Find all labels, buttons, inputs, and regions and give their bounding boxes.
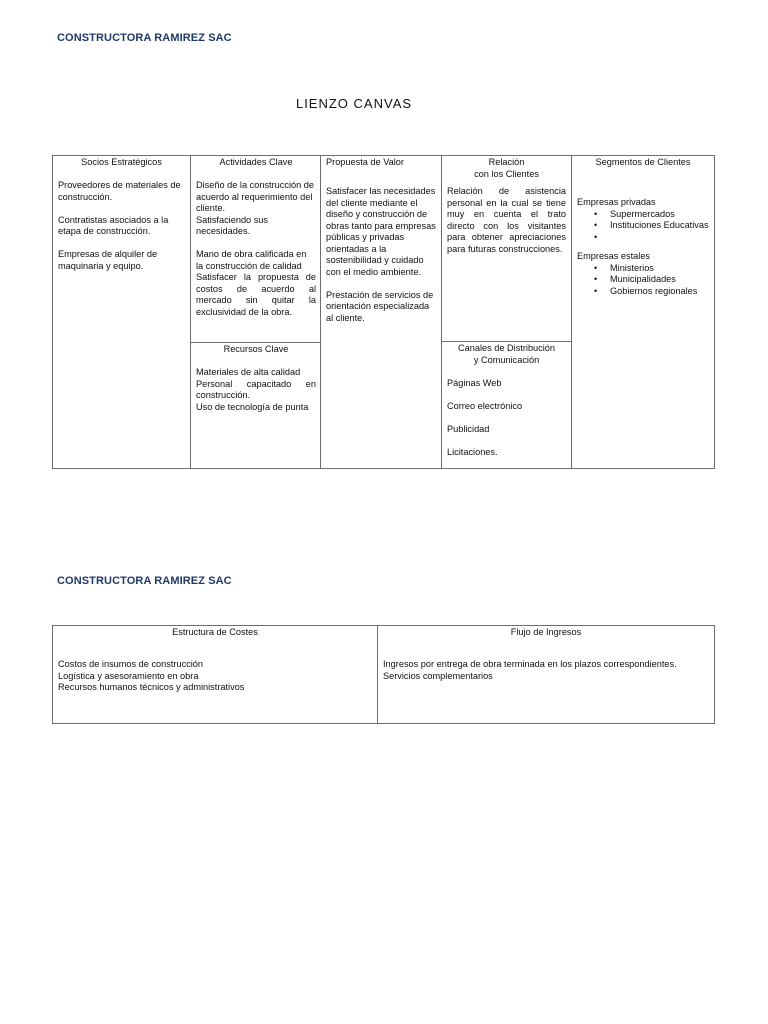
cell-segmentos <box>572 156 714 468</box>
canales-header: y Comunicación <box>473 354 540 365</box>
flujo-line: Servicios complementarios <box>383 670 493 681</box>
cell-socios <box>53 156 191 468</box>
cell-recursos <box>191 343 321 468</box>
actividades-text: Satisfacer la propuesta de costos de acuerdo al mercado sin quitar la exclusividad de la obra. <box>196 272 316 317</box>
cell-relacion <box>442 156 572 341</box>
canales-header: Canales de Distribución <box>457 343 556 353</box>
cell-flujo-ingresos <box>378 626 714 723</box>
propuesta-header: Propuesta de Valor <box>326 157 404 167</box>
segmentos-header: Segmentos de Clientes <box>595 157 691 167</box>
propuesta-text: Prestación de servicios de orientación especializada al cliente. <box>326 289 434 323</box>
cell-estructura-costes <box>53 626 378 723</box>
propuesta-text: Satisfacer las necesidades del cliente mediante el diseño y construcción de obras tanto para empresas públicas y privadas orientadas a la sostenibilidad y cuidado con el medio ambiente. <box>326 186 436 277</box>
actividades-text: Mano de obra calificada en la construcción de calidad <box>196 249 307 271</box>
recursos-header: Recursos Clave <box>223 344 289 354</box>
segmentos-group-label: Empresas estales <box>577 251 651 261</box>
cell-actividades <box>191 156 321 342</box>
cell-canales <box>442 342 572 468</box>
relacion-header: Relación <box>488 157 525 167</box>
estructura-header: Estructura de Costes <box>172 627 258 637</box>
cell-propuesta <box>321 156 442 468</box>
list-item: • Supermercados <box>577 209 709 221</box>
canales-item: Correo electrónico <box>447 400 523 411</box>
divider <box>442 341 572 342</box>
socios-item: Proveedores de materiales de construcción. <box>58 180 181 202</box>
recursos-text: Personal capacitado en construcción. <box>196 378 316 400</box>
relacion-text: Relación de asistencia personal en la cual se tiene muy en cuenta el trato directo con los visitantes para obtener apreciaciones para futuras construcciones. <box>447 186 566 254</box>
recursos-text: Materiales de alta calidad <box>196 367 301 377</box>
socios-item: Empresas de alquiler de maquinaria y equipo. <box>58 249 158 271</box>
segmentos-list <box>577 209 709 244</box>
company-name: CONSTRUCTORA RAMIREZ SAC <box>57 32 232 44</box>
canvas-table <box>52 155 715 469</box>
relacion-header: con los Clientes <box>474 168 539 179</box>
costs-table <box>52 625 715 724</box>
actividades-text: Satisfaciendo sus necesidades. <box>196 214 269 236</box>
divider <box>191 342 321 343</box>
canales-item: Licitaciones. <box>447 446 498 457</box>
canales-item: Páginas Web <box>447 377 502 388</box>
list-item: • Gobiernos regionales <box>577 286 709 298</box>
list-item <box>577 232 709 244</box>
canales-item: Publicidad <box>447 423 490 434</box>
socios-item: Contratistas asociados a la etapa de construcción. <box>58 214 169 236</box>
segmentos-group-label: Empresas privadas <box>577 197 656 207</box>
recursos-text: Uso de tecnología de punta <box>196 401 309 412</box>
flujo-header: Flujo de Ingresos <box>510 627 582 637</box>
estructura-line: Costos de insumos de construcción <box>58 659 204 669</box>
estructura-line: Recursos humanos técnicos y administrativos <box>58 682 245 692</box>
list-item: • Municipalidades <box>577 274 709 286</box>
socios-header: Socios Estratégicos <box>81 157 162 167</box>
company-name: CONSTRUCTORA RAMIREZ SAC <box>57 575 232 587</box>
segmentos-list <box>577 263 709 298</box>
flujo-line: Ingresos por entrega de obra terminada en los plazos correspondientes. <box>383 659 677 669</box>
page-title: LIENZO CANVAS <box>295 96 413 111</box>
list-item: • Instituciones Educativas <box>577 220 709 232</box>
estructura-line: Logística y asesoramiento en obra <box>58 670 199 681</box>
actividades-text: Diseño de la construcción de acuerdo al requerimiento del cliente. <box>196 180 314 213</box>
list-item: • Ministerios <box>577 263 709 275</box>
actividades-header: Actividades Clave <box>219 157 293 167</box>
